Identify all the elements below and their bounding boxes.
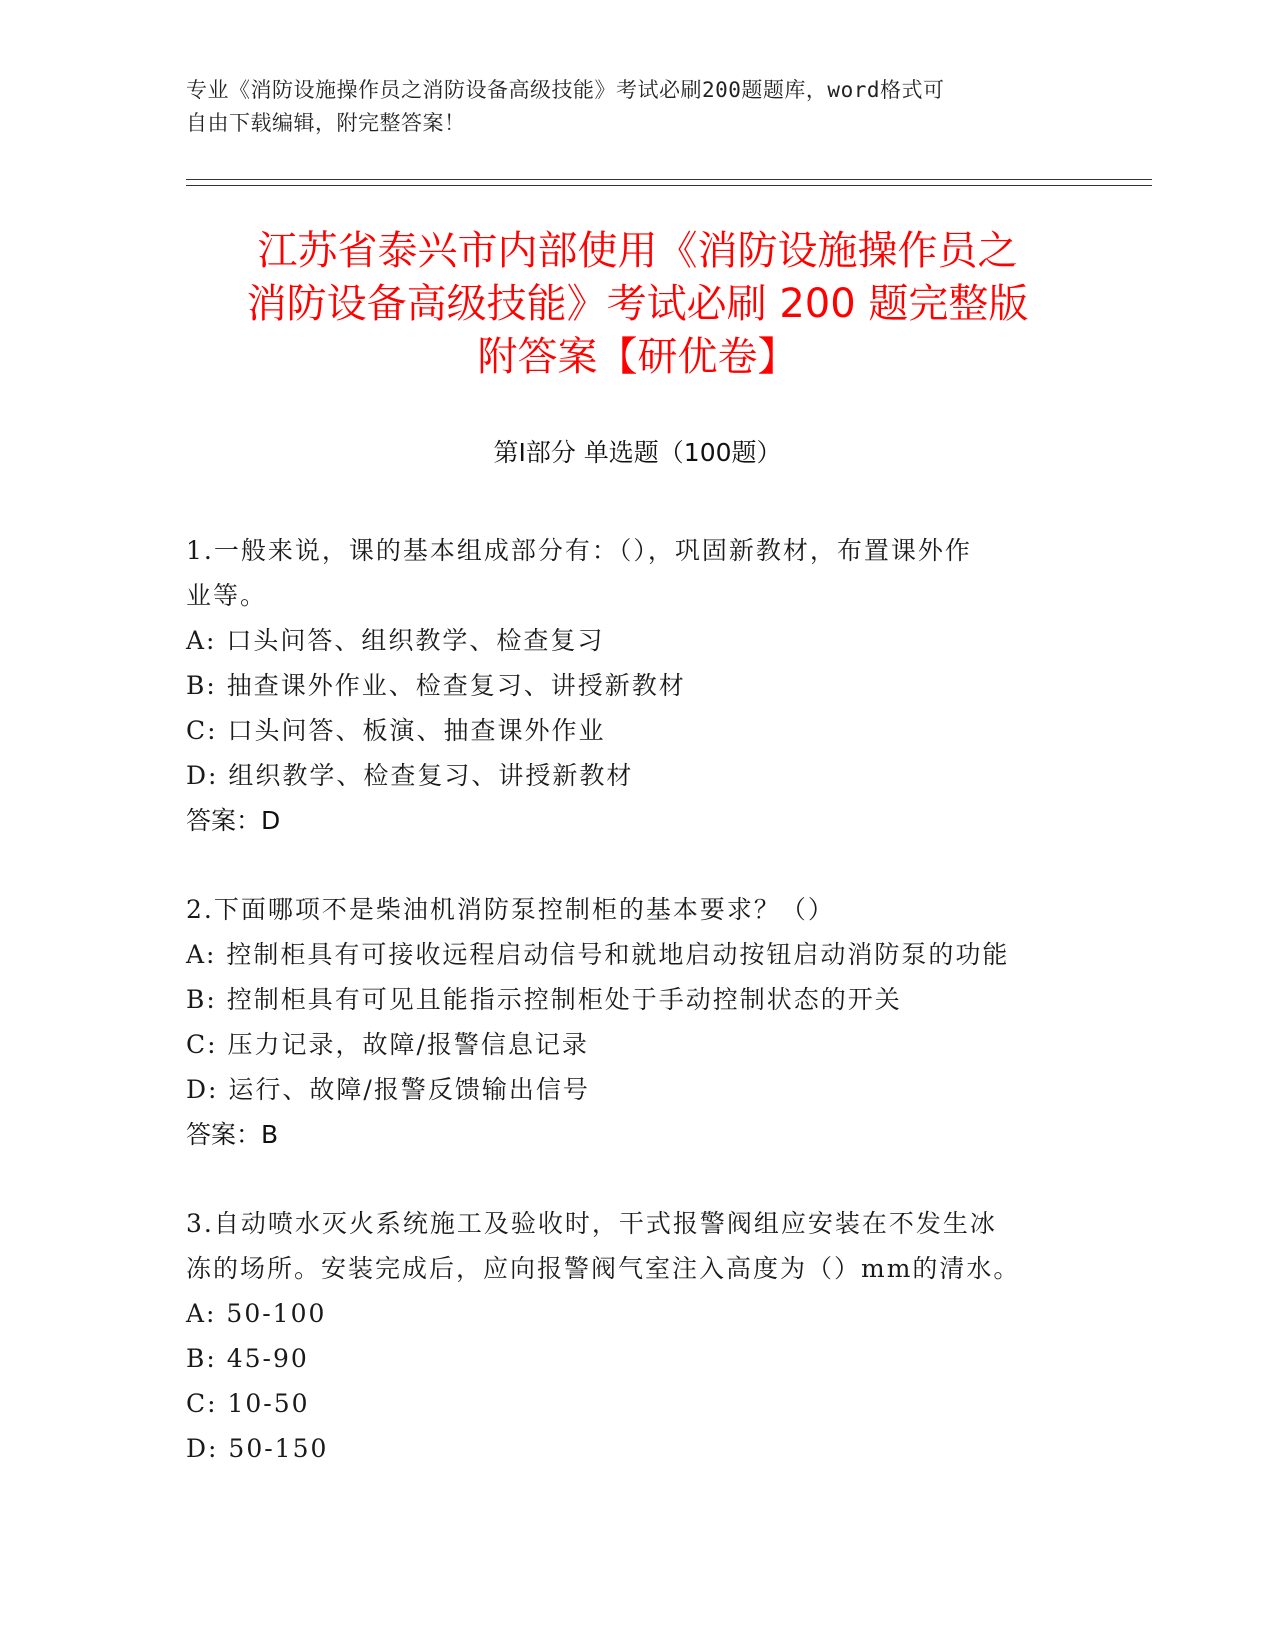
- question-list: [186, 528, 1066, 1515]
- option-d: D: 运行、故障/报警反馈输出信号: [186, 1075, 590, 1104]
- question-stem: 2.下面哪项不是柴油机消防泵控制柜的基本要求？（）: [186, 895, 835, 924]
- option-d: D: 50-150: [186, 1434, 329, 1463]
- option-c: C: 压力记录，故障/报警信息记录: [186, 1030, 589, 1059]
- title-line: 附答案【研优卷】: [477, 334, 798, 380]
- option-d: D: 组织教学、检查复习、讲授新教材: [186, 761, 634, 790]
- option-a: A: 50-100: [186, 1299, 327, 1328]
- answer: 答案：D: [186, 806, 281, 835]
- question-stem: 业等。: [186, 581, 268, 610]
- header-divider: [186, 185, 1152, 186]
- section-title: 第Ⅰ部分 单选题（100题）: [493, 438, 782, 467]
- question-stem: 冻的场所。安装完成后，应向报警阀气室注入高度为（）mm的清水。: [186, 1254, 1021, 1283]
- question-item: [186, 1201, 1066, 1471]
- title-line: 消防设备高级技能》考试必刷 200 题完整版: [246, 281, 1029, 327]
- header-note-line: 专业《消防设施操作员之消防设备高级技能》考试必刷200题题库，word格式可: [186, 78, 945, 102]
- header-divider: [186, 179, 1152, 180]
- question-stem: 1.一般来说，课的基本组成部分有：（），巩固新教材，布置课外作: [186, 536, 972, 565]
- option-c: C: 10-50: [186, 1389, 310, 1418]
- question-item: [186, 528, 1066, 843]
- option-b: B: 抽查课外作业、检查复习、讲授新教材: [186, 671, 686, 700]
- option-b: B: 控制柜具有可见且能指示控制柜处于手动控制状态的开关: [186, 985, 902, 1014]
- answer: 答案：B: [186, 1120, 279, 1149]
- option-b: B: 45-90: [186, 1344, 309, 1373]
- option-a: A: 控制柜具有可接收远程启动信号和就地启动按钮启动消防泵的功能: [186, 940, 1010, 969]
- question-item: [186, 887, 1066, 1157]
- header-note: [186, 74, 1076, 140]
- option-c: C: 口头问答、板演、抽查课外作业: [186, 716, 606, 745]
- title-line: 江苏省泰兴市内部使用《消防设施操作员之: [257, 228, 1018, 274]
- option-a: A: 口头问答、组织教学、检查复习: [186, 626, 605, 655]
- document-title: [186, 225, 1089, 384]
- header-note-line: 自由下载编辑，附完整答案！: [186, 111, 466, 135]
- question-stem: 3.自动喷水灭火系统施工及验收时，干式报警阀组应安装在不发生冰: [186, 1209, 997, 1238]
